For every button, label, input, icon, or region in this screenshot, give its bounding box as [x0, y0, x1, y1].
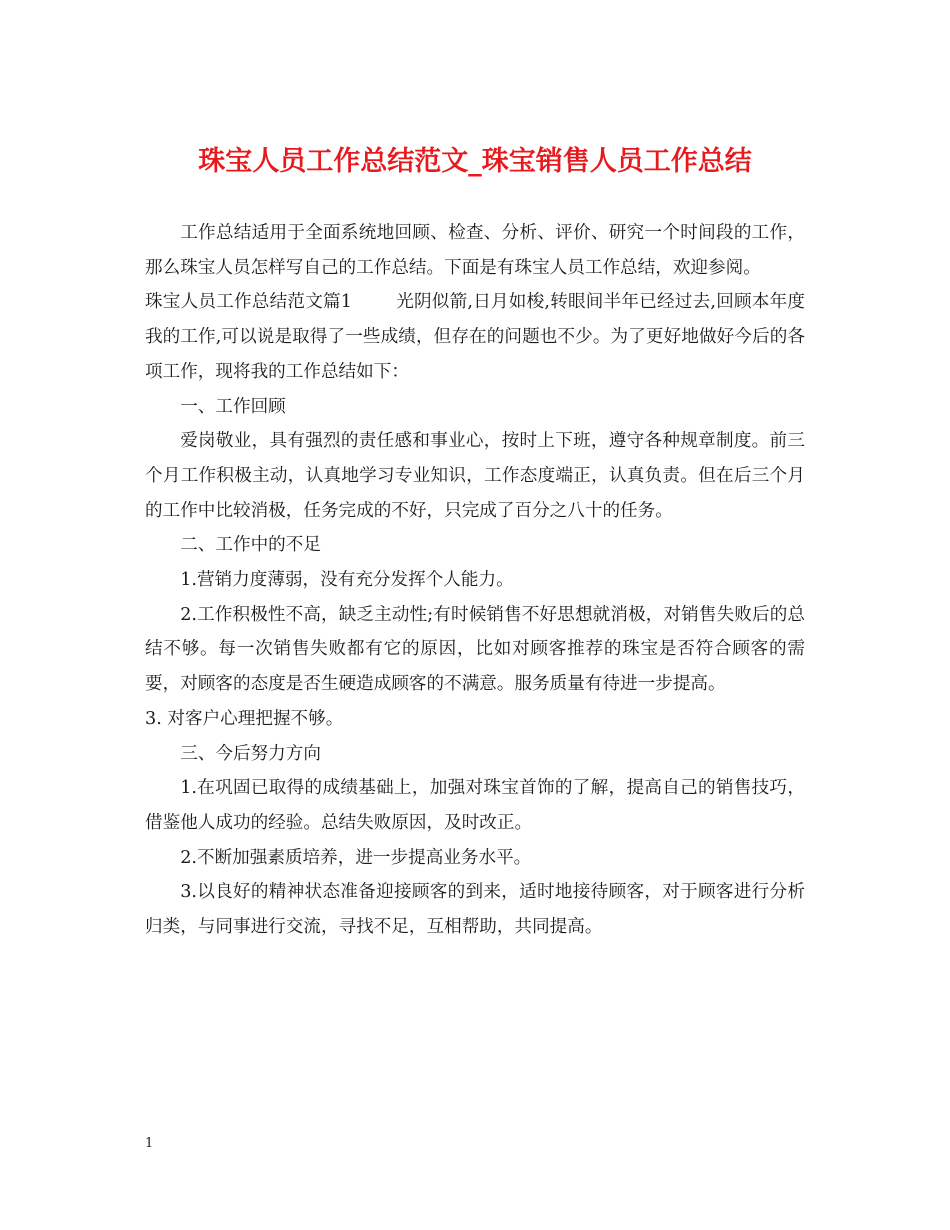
direction-item-1: 1.在巩固已取得的成绩基础上，加强对珠宝首饰的了解，提高自己的销售技巧，借鉴他人成功的经验。总结失败原因，及时改正。 [145, 778, 805, 833]
heading-review: 一、工作回顾 [180, 396, 286, 417]
page-number: 1 [145, 1136, 154, 1151]
shortcoming-item-3: 3. 对客户心理把握不够。 [145, 708, 344, 729]
shortcoming-item-2: 2.工作积极性不高，缺乏主动性;有时候销售不好思想就消极，对销售失败后的总结不够。每一次销售失败都有它的原因，比如对顾客推荐的珠宝是否符合顾客的需要，对顾客的态度是否生硬造成顾客的不满意。服务质量有待进一步提高。 [145, 604, 805, 695]
review-paragraph: 爱岗敬业，具有强烈的责任感和事业心，按时上下班，遵守各种规章制度。前三个月工作积极主动，认真地学习专业知识，工作态度端正，认真负责。但在后三个月的工作中比较消极，任务完成的不好，只完成了百分之八十的任务。 [145, 431, 805, 521]
heading-directions: 三、今后努力方向 [180, 743, 321, 764]
document-body [145, 216, 805, 945]
document-title: 珠宝人员工作总结范文_珠宝销售人员工作总结 [198, 146, 752, 177]
direction-item-3: 3.以良好的精神状态准备迎接顾客的到来，适时地接待顾客，对于顾客进行分析归类，与同事进行交流，寻找不足，互相帮助，共同提高。 [145, 882, 805, 938]
heading-shortcomings: 二、工作中的不足 [180, 535, 321, 556]
section-lead: 光阴似箭,日月如梭,转眼间半年已经过去,回顾本年度我的工作,可以说是取得了一些成绩，但存在的问题也不少。为了更好地做好今后的各项工作，现将我的工作总结如下： [145, 292, 805, 382]
section-paragraph [145, 285, 805, 389]
direction-item-2: 2.不断加强素质培养，进一步提高业务水平。 [180, 847, 532, 868]
intro-paragraph: 工作总结适用于全面系统地回顾、检查、分析、评价、研究一个时间段的工作，那么珠宝人员怎样写自己的工作总结。下面是有珠宝人员工作总结，欢迎参阅。 [145, 223, 805, 278]
section-label: 珠宝人员工作总结范文篇1 [145, 292, 352, 313]
shortcoming-item-1: 1.营销力度薄弱，没有充分发挥个人能力。 [180, 570, 514, 591]
